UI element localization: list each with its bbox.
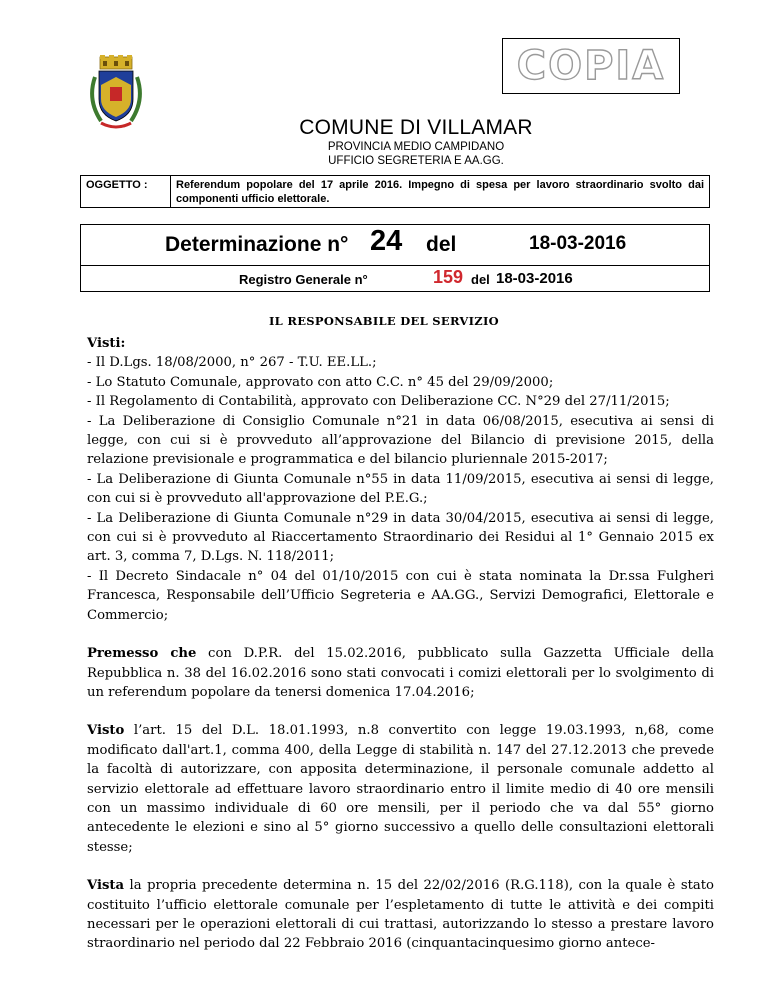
- subject-label: OGGETTO :: [81, 176, 171, 207]
- visti-item: - Il Regolamento di Contabilità, approvato con Deliberazione CC. N°29 del 27/11/2015;: [87, 394, 670, 410]
- visti-heading: Visti:: [87, 336, 126, 351]
- determination-label: Determinazione n°: [165, 233, 349, 256]
- register-date: 18-03-2016: [496, 270, 573, 287]
- visto-text: l’art. 15 del D.L. 18.01.1993, n.8 convertito con legge 19.03.1993, n,68, come modificato dall'art.1, comma 400, della Legge di stabilità n. 147 del 27.12.2013 che prevede la facoltà di autorizzare, con apposita determinazione, il personale comunale addetto al servizio elettorale ad effettuare lavoro straordinario entro il limite medio di 40 ore mensili con un massimo individuale di 60 ore mensili, per il periodo che va dal 55° giorno antecedente le elezioni e sino al 5° giorno successivo a quello delle consultazioni elettorali stesse;: [87, 723, 714, 855]
- document-body: [87, 334, 714, 954]
- copia-stamp-label: COPIA: [516, 43, 666, 89]
- determination-number: 24: [370, 225, 403, 257]
- register-del-label: del: [471, 272, 490, 287]
- visti-item: - Il Decreto Sindacale n° 04 del 01/10/2015 con cui è stata nominata la Dr.ssa Fulgheri Francesca, Responsabile dell’Ufficio Segreteria e AA.GG., Servizi Demografici, Elettorale e Commercio;: [87, 568, 714, 623]
- determination-del-label: del: [426, 233, 457, 256]
- general-register-box: [80, 266, 710, 292]
- vista-lead: Vista: [87, 878, 125, 894]
- visti-item: - Lo Statuto Comunale, approvato con atto C.C. n° 45 del 29/09/2000;: [87, 374, 554, 390]
- subject-text: Referendum popolare del 17 aprile 2016. Impegno di spesa per lavoro straordinario svolto dai componenti ufficio elettorale.: [176, 179, 704, 205]
- province-name: PROVINCIA MEDIO CAMPIDANO: [327, 141, 505, 153]
- premesso-paragraph: [87, 644, 714, 702]
- copia-stamp: [502, 38, 680, 94]
- subject-box: [80, 175, 710, 208]
- vista-text: la propria precedente determina n. 15 del 22/02/2016 (R.G.118), con la quale è stato costituito l’ufficio elettorale comunale per l’espletamento di tutte le attività e dei compiti necessari per le operazioni elettorali di cui trattasi, autorizzando lo stesso a prestare lavoro straordinario nel periodo dal 22 Febbraio 2016 (cinquantacinquesimo giorno antece-: [87, 878, 714, 952]
- visti-item: - La Deliberazione di Giunta Comunale n°55 in data 11/09/2015, esecutiva ai sensi di legge, con cui si è provveduto all'approvazione del P.E.G.;: [87, 471, 714, 507]
- visti-item: - La Deliberazione di Giunta Comunale n°29 in data 30/04/2015, esecutiva ai sensi di legge, con cui si è provveduto al Riaccertamento Straordinario dei Residui al 1° Gennaio 2015 ex art. 3, comma 7, D.Lgs. N. 118/2011;: [87, 510, 714, 565]
- municipality-header: [236, 116, 596, 168]
- office-name: UFFICIO SEGRETERIA E AA.GG.: [328, 155, 504, 167]
- visti-item: - Il D.Lgs. 18/08/2000, n° 267 - T.U. EE.LL.;: [87, 355, 377, 371]
- visti-item: - La Deliberazione di Consiglio Comunale n°21 in data 06/08/2015, esecutiva ai sensi di legge, con cui si è provveduto all’approvazione del Bilancio di previsione 2015, della relazione previsionale e programmatica e del bilancio pluriennale 2015-2017;: [87, 413, 714, 468]
- premesso-text: con D.P.R. del 15.02.2016, pubblicato sulla Gazzetta Ufficiale della Repubblica n. 38 del 16.02.2016 sono stati convocati i comizi elettorali per lo svolgimento di un referendum popolare da tenersi domenica 17.04.2016;: [87, 646, 715, 700]
- determination-box: [80, 224, 710, 266]
- coat-of-arms-icon: [87, 55, 145, 131]
- register-number: 159: [433, 267, 464, 287]
- section-heading: IL RESPONSABILE DEL SERVIZIO: [269, 314, 499, 328]
- register-label: Registro Generale n°: [239, 272, 368, 287]
- visto-lead: Visto: [87, 723, 125, 739]
- municipality-name: COMUNE DI VILLAMAR: [299, 116, 533, 139]
- determination-date: 18-03-2016: [529, 233, 627, 254]
- visto-paragraph: [87, 721, 714, 857]
- premesso-lead: Premesso che: [87, 646, 197, 662]
- vista-paragraph: [87, 876, 714, 954]
